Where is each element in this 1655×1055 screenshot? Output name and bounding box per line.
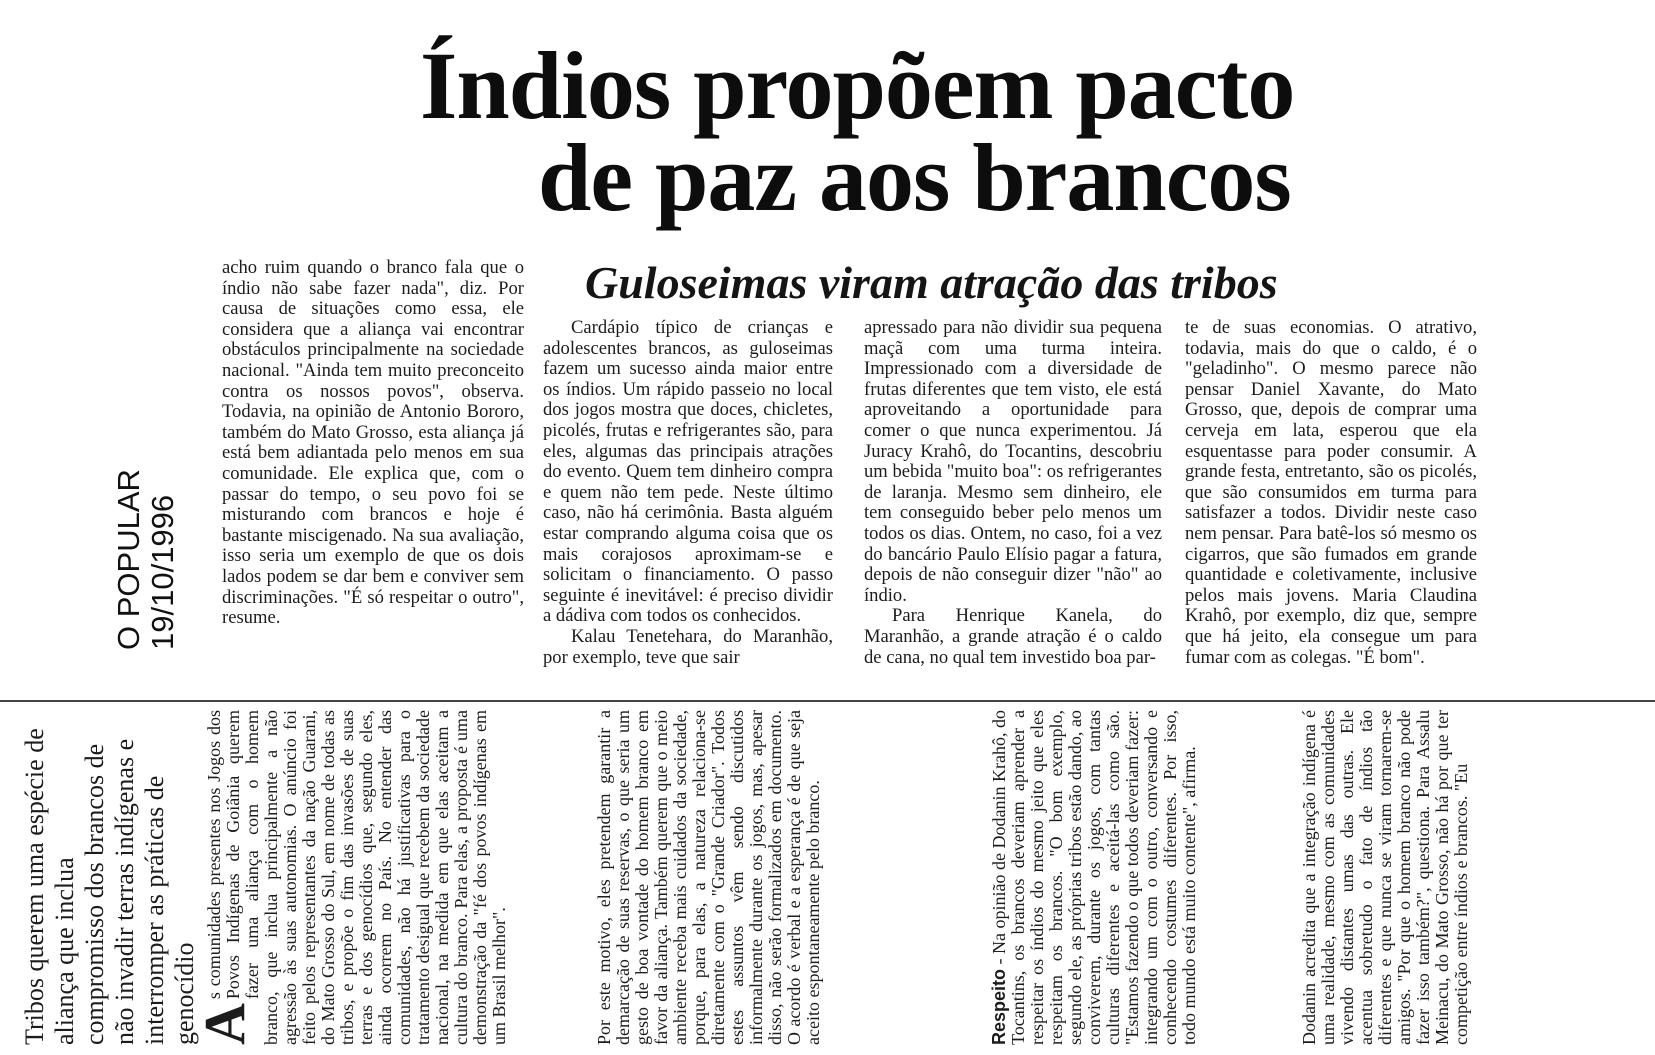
rotated-column-1: [192, 710, 509, 1045]
headline-line-2: de paz aos brancos: [538, 124, 1291, 231]
dropcap: A: [192, 1003, 257, 1045]
column-3-paragraph-2: Para Henrique Kanela, do Maranhão, a grande atração é o caldo de cana, no qual tem investido boa par-: [864, 605, 1162, 668]
rotated-column-4-text: Dodanin acredita que a integração indígena é uma realidade, mesmo com as comunidades vivendo distantes umas das outras. Ele acentua sobretudo o fato de índios tão diferentes e que nunca se viram tornarem-se amigos. "Por que o homem branco não pode fazer isso também?", questiona. Para Assalu Meinacu, do Mato Grosso, não há por que ter competição entre índios e brancos. "Eu: [1299, 710, 1471, 1045]
article-column-3: [864, 318, 1162, 668]
headline: [420, 32, 1520, 231]
side-caption: [112, 469, 180, 650]
rotated-column-2: [595, 710, 823, 1045]
article-column-2: [543, 318, 833, 668]
rotated-clipping: [0, 700, 1655, 1055]
rotated-column-3: [990, 710, 1199, 1045]
rotated-column-4: [1300, 710, 1471, 1045]
article-column-1: [222, 258, 524, 629]
subheadline: Guloseimas viram atração das tribos: [585, 257, 1278, 308]
date-label: 19/10/1996: [145, 494, 180, 650]
rotated-column-3-text: - Na opinião de Dodanin Krahô, do Tocantins, os brancos deveriam aprender a respeitar os índios do mesmo jeito que eles respeitam os brancos. "O bom exemplo, segundo ele, as próprias tribos estão dando, ao conviverem, durante os jogos, com tantas culturas diferentes e aceitá-las como são. "Estamos fazendo o que todos deveriam fazer: integrando um com o outro, conversando e conhecendo costumes diferentes. Por isso, todo mundo está muito contente", afirma.: [989, 710, 1199, 1045]
crosshead: Respeito: [989, 968, 1009, 1045]
rotated-deck: [20, 725, 200, 1045]
headline-line-1: Índios propõem pacto: [420, 32, 1295, 139]
article-column-4: [1185, 318, 1477, 668]
column-1-text: acho ruim quando o branco fala que o índio não sabe fazer nada", diz. Por causa de situações como essa, ele considera que a aliança vai encontrar obstáculos principalmente na sociedade nacional. "Ainda tem muito preconceito contra os nossos povos", observa. Todavia, na opinião de Antonio Bororo, também do Mato Grosso, esta aliança já está bem adiantada pelo menos em sua comunidade. Ele explica que, com o passar do tempo, o seu povo foi se misturando com brancos e hoje é bastante miscigenado. Na sua avaliação, isso seria um exemplo de que os dois lados podem se dar bem e conviver sem discriminações. "É só respeitar o outro", resume.: [222, 257, 524, 629]
source-label: O POPULAR: [111, 469, 146, 650]
column-2-paragraph-2: Kalau Tenetehara, do Maranhão, por exemplo, teve que sair: [543, 625, 833, 668]
column-4-text: te de suas economias. O atrativo, todavia, mais do que o caldo, é o "geladinho". O mesmo parece não pensar Daniel Xavante, do Mato Grosso, que, depois de comprar uma cerveja em lata, esperou que ela esquentasse para poder consumir. A grande festa, entretanto, são os picolés, que são consumidos em turma para satisfazer a todos. Dividir neste caso nem pensar. Para batê-los só mesmo os cigarros, que são fumados em grande quantidade e coletivamente, inclusive pelos mais jovens. Maria Claudina Krahô, por exemplo, diz que, sempre que há jeito, ela consegue um para fumar com as colegas. "É bom".: [1185, 317, 1477, 668]
rotated-column-1-text: s comunidades presentes nos Jogos dos Povos Indígenas de Goiânia querem fazer uma aliança com o homem branco, que inclua principalmente a não agressão às suas autonomias. O anúncio foi feito pelos representantes da nação Guarani, do Mato Grosso do Sul, em nome de todas as tribos, e propõe o fim das invasões de suas terras e dos genocídios que, segundo eles, ainda ocorrem no País. No entender das comunidades, não há justificativas para o tratamento desigual que recebem da sociedade nacional, na medida em que elas aceitam a cultura do branco. Para elas, a proposta é uma demonstração da "fé dos povos indígenas em um Brasil melhor".: [204, 710, 509, 1045]
rotated-column-2-text: Por este motivo, eles pretendem garantir a demarcação de suas reservas, o que seria um gesto de boa vontade do homem branco em favor da aliança. Também querem que o meio ambiente receba mais cuidados da sociedade, porque, para elas, a natureza relaciona-se diretamente com o "Grande Criador". Todos estes assuntos vêm sendo discutidos informalmente durante os jogos, mas, apesar disso, não serão formalizados em documento. O acordo é verbal e a esperança é de que seja aceito espontaneamente pelo branco.: [594, 710, 823, 1045]
column-2-paragraph-1: Cardápio típico de crianças e adolescentes brancos, as guloseimas fazem um sucesso ainda maior entre os índios. Um rápido passeio no local dos jogos mostra que doces, chicletes, picolés, frutas e refrigerantes são, para eles, algumas das principais atrações do evento. Quem tem dinheiro compra e quem não tem pede. Neste último caso, não há cerimônia. Basta alguém estar comprando alguma coisa que os mais corajosos aproximam-se e solicitam o financiamento. O passo seguinte é inevitável: é preciso dividir a dádiva com todos os conhecidos.: [543, 317, 833, 627]
column-3-paragraph-1: apressado para não dividir sua pequena maçã com uma turma inteira. Impressionado com a diversidade de frutas diferentes que tem visto, ele está aproveitando a oportunidade para comer o que nunca experimentou. Já Juracy Krahô, do Tocantins, descobriu um bebida "muito boa": os refrigerantes de laranja. Mesmo sem dinheiro, ele tem conseguido beber pelo menos um todos os dias. Ontem, no caso, foi a vez do bancário Paulo Elísio pagar a fatura, depois de não conseguir dizer "não" ao índio.: [864, 317, 1162, 606]
deck-text: Tribos querem uma espécie de aliança que inclua compromisso dos brancos de não invadir terras indígenas e interromper as práticas de genocídio: [20, 728, 199, 1045]
